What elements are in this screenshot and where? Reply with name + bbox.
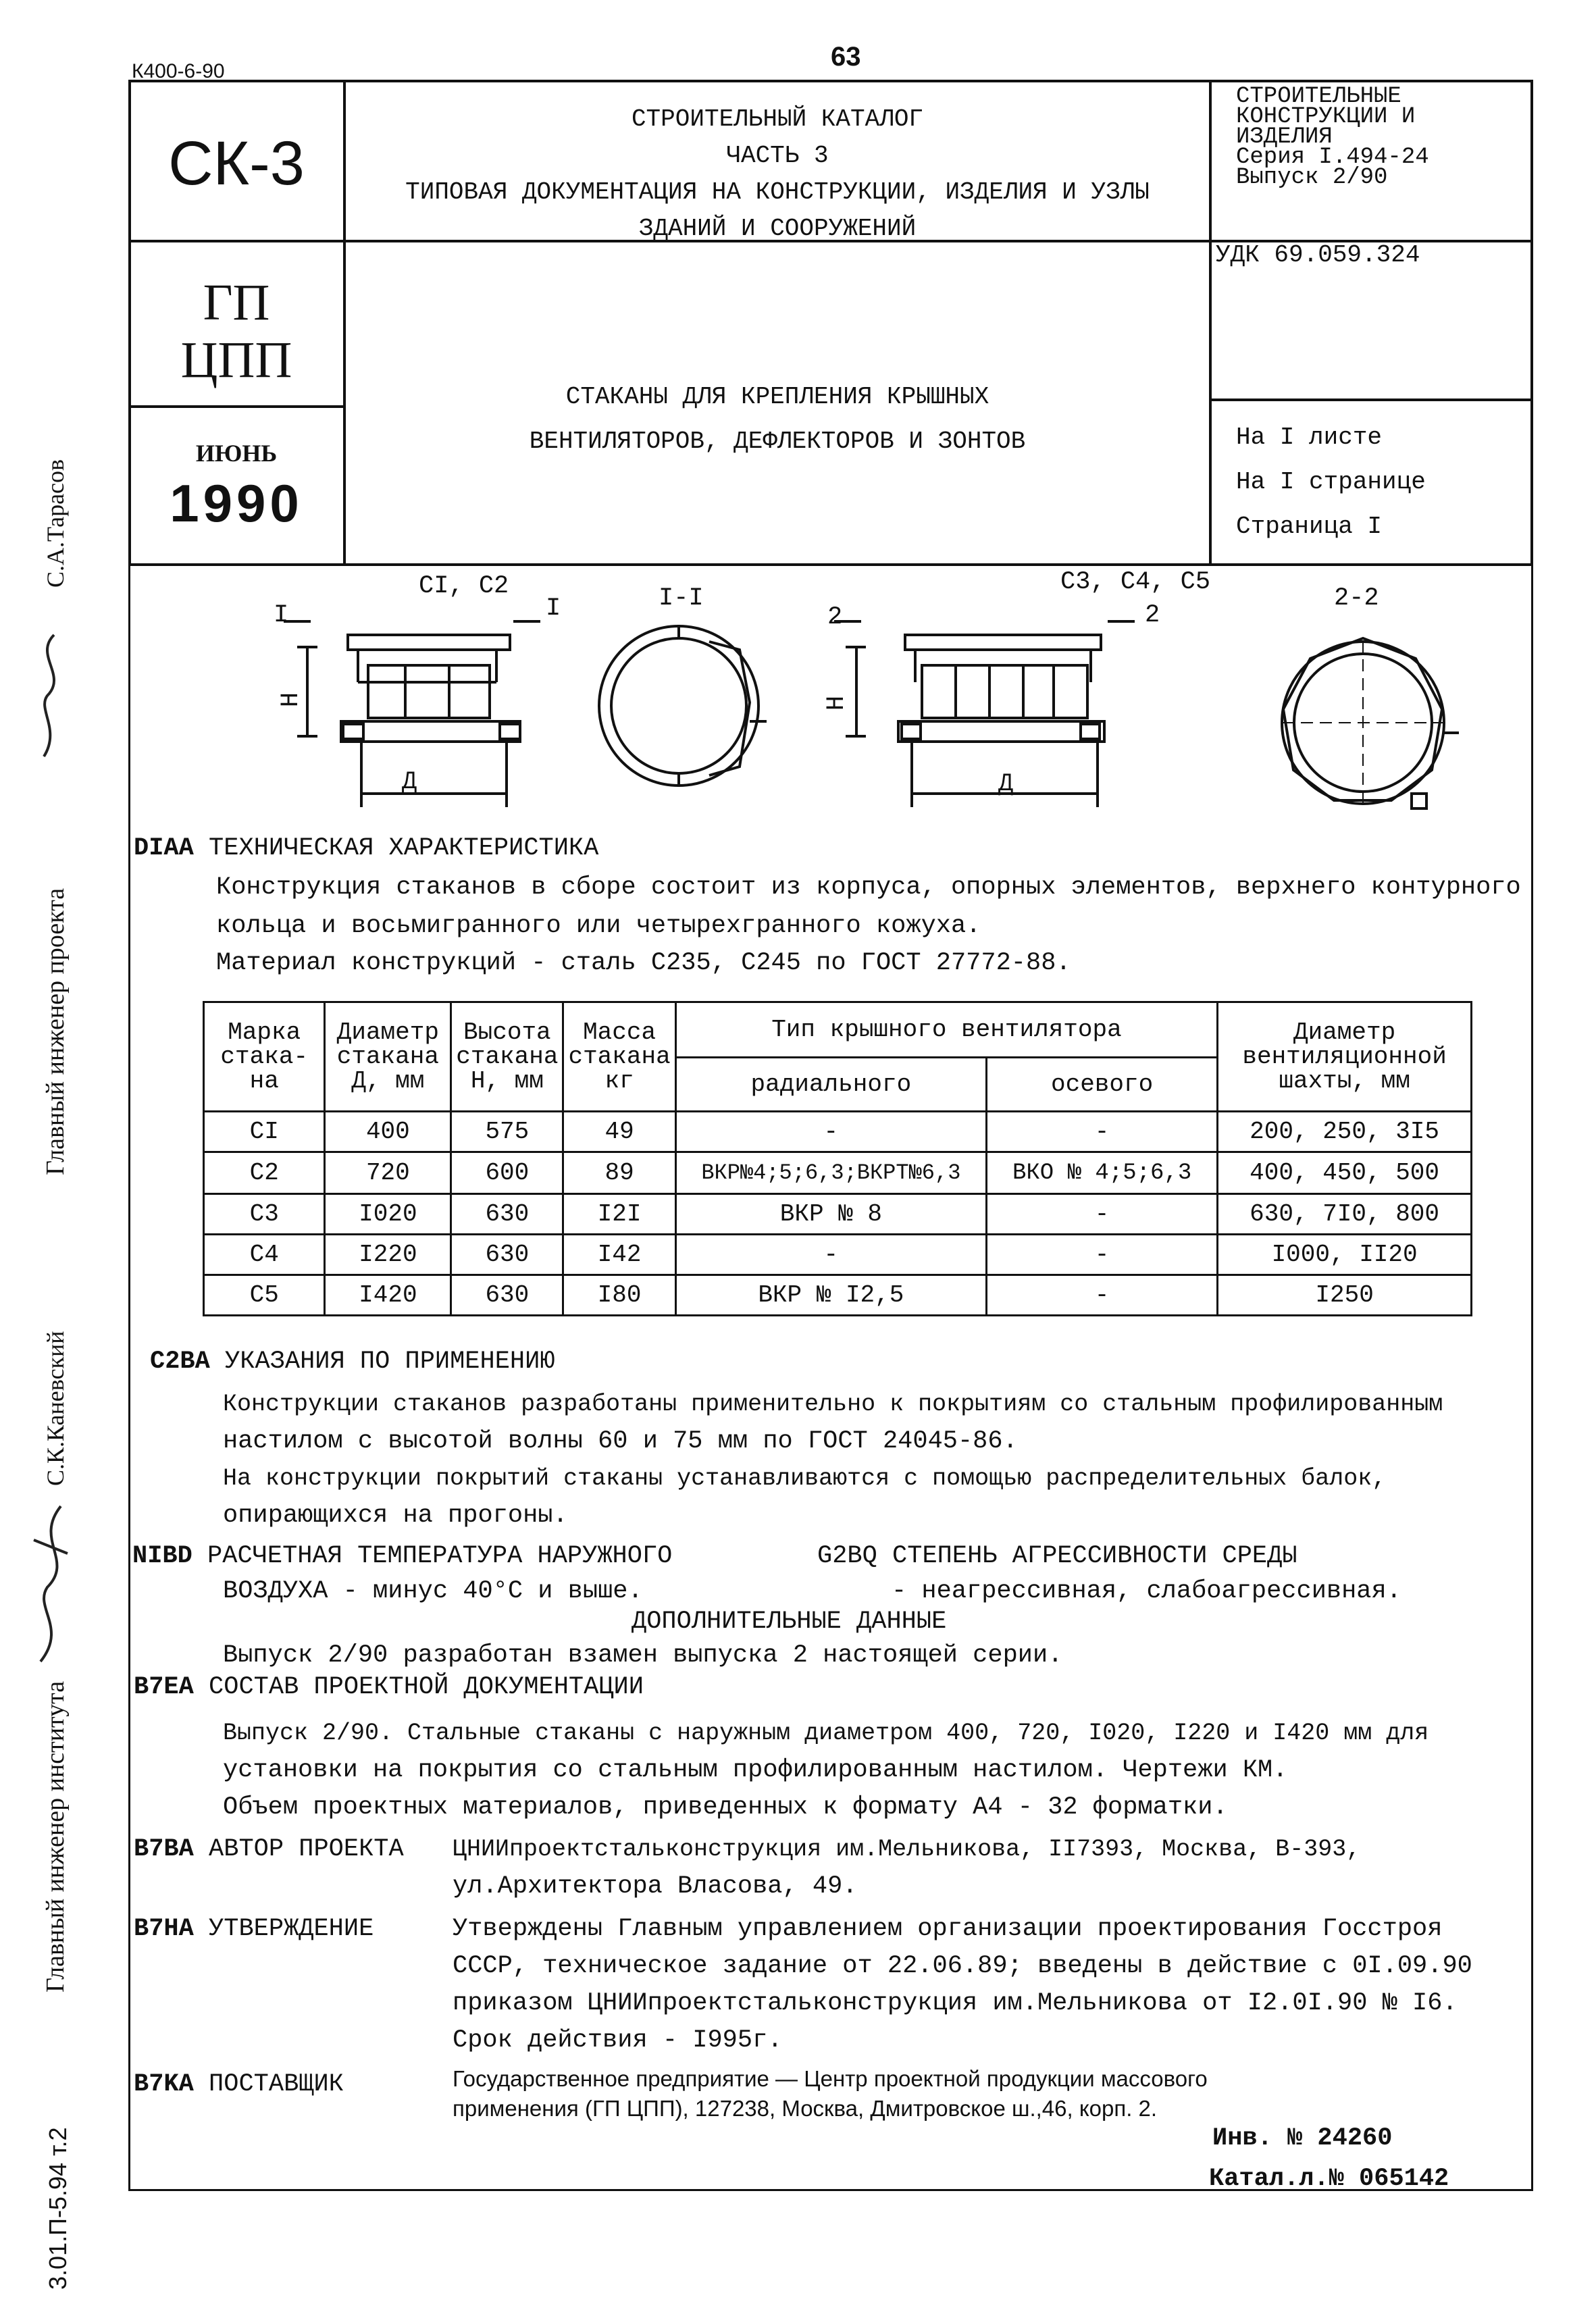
table-row: C4 I220 630 I42 - - I000, II20	[204, 1235, 1472, 1275]
dim-d-left: Д	[402, 768, 417, 796]
section-heading-technical	[134, 831, 598, 866]
drawing-label-section2: 2-2	[1334, 584, 1379, 613]
series-line: Серия I.494-24	[1236, 145, 1429, 170]
paragraph-line: ВОЗДУХА - минус 40°С и выше.	[223, 1577, 643, 1605]
table-row: C5 I420 630 I80 ВКР № I2,5 - I250	[204, 1275, 1472, 1316]
section-heading-supplier	[134, 2067, 344, 2102]
section-title: СТЕПЕНЬ АГРЕССИВНОСТИ СРЕДЫ	[892, 1542, 1297, 1570]
section-code: NIBD	[132, 1542, 192, 1570]
sk-code: СК-3	[168, 129, 305, 198]
section-code: B7EA	[134, 1673, 194, 1701]
paragraph-line: Конструкции стаканов разработаны применительно к покрытиям со стальным профилированным	[223, 1391, 1443, 1418]
section-code: C2BA	[150, 1347, 210, 1376]
table-row: CI 400 575 49 - - 200, 250, 3I5	[204, 1112, 1472, 1152]
paragraph-line: Государственное предприятие — Центр проектной продукции массового	[453, 2066, 1208, 2091]
paragraph-line: применения (ГП ЦПП), 127238, Москва, Дмитровское ш.,46, корп. 2.	[453, 2096, 1158, 2121]
doc-code: К400-6-90	[132, 60, 225, 82]
paragraph-line: опирающихся на прогоны.	[223, 1501, 568, 1530]
drawing-label-right: C3, C4, C5	[1060, 568, 1211, 596]
section-title: ТЕХНИЧЕСКАЯ ХАРАКТЕРИСТИКА	[209, 834, 599, 863]
cut-mark: I	[274, 601, 289, 629]
cut-mark: 2	[827, 603, 843, 632]
title-line: СТАКАНЫ ДЛЯ КРЕПЛЕНИЯ КРЫШНЫХ	[565, 383, 989, 411]
org-line2: ЦПП	[180, 332, 292, 388]
table-row: C2 720 600 89 ВКР№4;5;6,3;ВКРТ№6,3 ВКО № 4;5;6,3 400, 450, 500	[204, 1152, 1472, 1194]
series-line: Выпуск 2/90	[1236, 165, 1388, 190]
cut-mark: 2	[1145, 601, 1160, 629]
margin-stamp: 3.01.П-5.94 т.2	[44, 2127, 72, 2290]
th-fan-type: Тип крышного вентилятора	[675, 1002, 1218, 1058]
paragraph-line: Срок действия - I995г.	[453, 2026, 783, 2055]
month: ИЮНЬ	[195, 440, 278, 467]
paragraph-line: Выпуск 2/90. Стальные стаканы с наружным диаметром 400, 720, I020, I220 и I420 мм для	[223, 1720, 1429, 1747]
paragraph-line: СССР, техническое задание от 22.06.89; введены в действие с 0I.09.90	[453, 1952, 1472, 1980]
section-title: ПОСТАВЩИК	[209, 2070, 344, 2099]
series-line: СТРОИТЕЛЬНЫЕ	[1236, 84, 1401, 109]
drawings-svg	[0, 0, 1596, 831]
th-shaft: Диаметр вентиляционной шахты, мм	[1218, 1002, 1472, 1112]
paragraph-line: кольца и восьмигранного или четырехгранного кожуха.	[216, 912, 981, 940]
section-code: B7KA	[134, 2070, 194, 2099]
specification-table	[203, 1001, 1472, 1316]
section-heading-author	[134, 1832, 404, 1867]
section-code: B7HA	[134, 1915, 194, 1943]
dim-h-left: H	[277, 692, 306, 708]
year: 1990	[170, 473, 303, 533]
sheet-line: Страница I	[1236, 513, 1383, 540]
paragraph-line: Выпуск 2/90 разработан взамен выпуска 2 настоящей серии.	[223, 1641, 1063, 1670]
margin-role-top: Главный инженер проекта	[41, 888, 70, 1175]
section-heading-aggressiveness	[817, 1539, 1297, 1574]
th-axial: осевого	[987, 1058, 1218, 1112]
inventory-number: Инв. № 24260	[1212, 2124, 1393, 2153]
th-mark: Марка стака- на	[204, 1002, 325, 1112]
signature-top	[27, 628, 74, 763]
paragraph-line: установки на покрытия со стальным профилированным настилом. Чертежи КМ.	[223, 1756, 1288, 1784]
section-code: G2BQ	[817, 1542, 877, 1570]
section-title: АВТОР ПРОЕКТА	[209, 1835, 404, 1863]
signature-bottom	[20, 1499, 81, 1668]
catalog-line: СТРОИТЕЛЬНЫЙ КАТАЛОГ	[631, 105, 924, 133]
paragraph-line: приказом ЦНИИпроектстальконструкция им.Мельникова от I2.0I.90 № I6.	[453, 1989, 1458, 2017]
section-heading-usage	[150, 1344, 555, 1379]
cut-mark: I	[546, 594, 561, 623]
drawing-label-section1: I-I	[659, 584, 704, 613]
series-line: ИЗДЕЛИЯ	[1236, 124, 1333, 150]
title-line: ВЕНТИЛЯТОРОВ, ДЕФЛЕКТОРОВ И ЗОНТОВ	[529, 428, 1026, 455]
section-code: DIAA	[134, 834, 194, 863]
udk: УДК 69.059.324	[1216, 241, 1420, 269]
paragraph-line: - неагрессивная, слабоагрессивная.	[892, 1577, 1401, 1605]
paragraph-line: Конструкция стаканов в сборе состоит из корпуса, опорных элементов, верхнего контурного	[216, 873, 1521, 902]
elevation-left	[284, 621, 540, 807]
margin-name-top: С.А.Тарасов	[42, 459, 69, 588]
page-number: 63	[831, 42, 861, 72]
table-row: C3 I020 630 I2I ВКР № 8 - 630, 7I0, 800	[204, 1194, 1472, 1235]
catalog-line: ЗДАНИЙ И СООРУЖЕНИЙ	[638, 215, 917, 242]
section-title: СОСТАВ ПРОЕКТНОЙ ДОКУМЕНТАЦИИ	[209, 1673, 644, 1701]
paragraph-line: ЦНИИпроектстальконструкция им.Мельникова, II7393, Москва, В-393,	[453, 1836, 1361, 1863]
dim-h-right: H	[823, 695, 852, 711]
series-line: КОНСТРУКЦИИ И	[1236, 104, 1416, 130]
catalog-line: ТИПОВАЯ ДОКУМЕНТАЦИЯ НА КОНСТРУКЦИИ, ИЗДЕЛИЯ И УЗЛЫ	[405, 178, 1150, 206]
margin-name-bottom: С.К.Каневский	[42, 1331, 69, 1486]
margin-role-bottom: Главный инженер института	[41, 1680, 70, 1992]
th-diameter: Диаметр стакана Д, мм	[325, 1002, 451, 1112]
th-height: Высота стакана Н, мм	[451, 1002, 563, 1112]
dim-d-right: Д	[998, 770, 1014, 798]
catalog-line: ЧАСТЬ 3	[726, 142, 829, 170]
section-title: УКАЗАНИЯ ПО ПРИМЕНЕНИЮ	[225, 1347, 555, 1376]
section-title: РАСЧЕТНАЯ ТЕМПЕРАТУРА НАРУЖНОГО	[207, 1542, 673, 1570]
org-line1: ГП	[203, 274, 270, 331]
paragraph-line: Утверждены Главным управлением организации проектирования Госстроя	[453, 1915, 1443, 1943]
sheet-line: На I листе	[1236, 423, 1383, 451]
drawing-label-left: CI, C2	[419, 572, 509, 600]
section-right	[1282, 638, 1459, 808]
catalog-sheet-number: Катал.л.№ 065142	[1209, 2165, 1449, 2193]
paragraph-line: На конструкции покрытий стаканы устанавливаются с помощью распределительных балок,	[223, 1465, 1387, 1492]
section-heading-temperature	[132, 1539, 672, 1574]
paragraph-line: Объем проектных материалов, приведенных к формату А4 - 32 форматки.	[223, 1793, 1228, 1822]
section-heading-approval	[134, 1911, 374, 1947]
extra-title: ДОПОЛНИТЕЛЬНЫЕ ДАННЫЕ	[632, 1608, 947, 1636]
th-mass: Масса стакана кг	[563, 1002, 675, 1112]
section-heading-composition	[134, 1670, 644, 1705]
sheet-line: На I странице	[1236, 468, 1426, 496]
th-radial: радиального	[675, 1058, 986, 1112]
section-code: B7BA	[134, 1835, 194, 1863]
paragraph-line: настилом с высотой волны 60 и 75 мм по ГОСТ 24045-86.	[223, 1427, 1018, 1456]
paragraph-line: Материал конструкций - сталь С235, С245 по ГОСТ 27772-88.	[216, 949, 1071, 977]
section-title: УТВЕРЖДЕНИЕ	[209, 1915, 374, 1943]
elevation-right	[834, 621, 1135, 807]
section-left	[599, 625, 767, 787]
paragraph-line: ул.Архитектора Власова, 49.	[453, 1872, 858, 1901]
